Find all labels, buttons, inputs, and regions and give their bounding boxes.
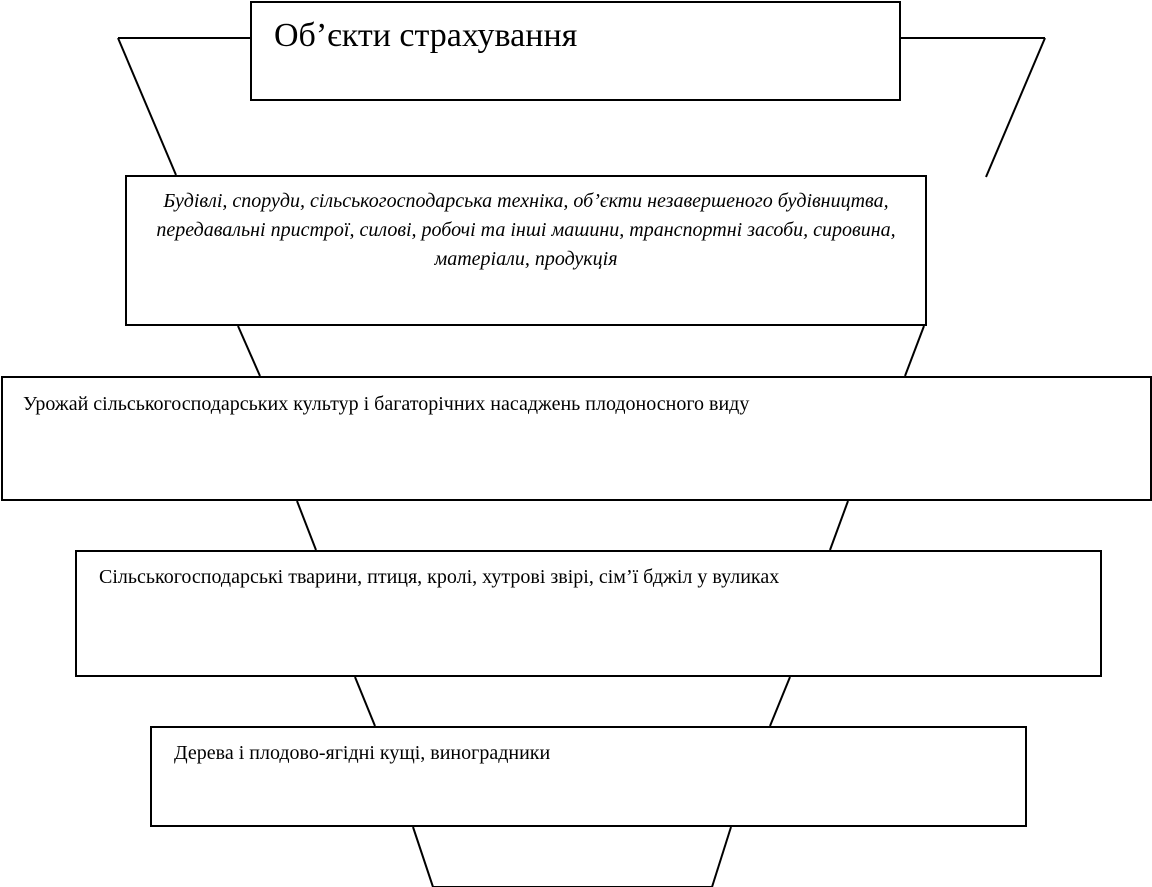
funnel-left-edge-2 bbox=[238, 326, 260, 376]
funnel-right-edge-1 bbox=[986, 38, 1045, 177]
title-box bbox=[250, 1, 901, 101]
diagram-title: Об’єкти страхування bbox=[274, 17, 578, 54]
funnel-right-edge-2 bbox=[905, 326, 924, 376]
level-box-trees bbox=[150, 726, 1027, 827]
funnel-left-edge-1 bbox=[118, 38, 176, 175]
level-text-trees: Дерева і плодово-ягідні кущі, виноградники bbox=[174, 742, 551, 764]
funnel-right-edge-5 bbox=[712, 827, 731, 887]
level-text-buildings: Будівлі, споруди, сільськогосподарська техніка, об’єкти незавершеного будівництва, передавальні пристрої, силові, робочі та інші машини, транспортні засоби, сировина, матеріали, продукція bbox=[156, 190, 896, 270]
level-text-animals: Сільськогосподарські тварини, птиця, кролі, хутрові звірі, сім’ї бджіл у вуликах bbox=[99, 566, 780, 588]
level-box-animals bbox=[75, 550, 1102, 677]
funnel-left-edge-4 bbox=[355, 677, 375, 726]
level-text-harvest: Урожай сільськогосподарських культур і багаторічних насаджень плодоносного виду bbox=[23, 393, 750, 415]
level-box-buildings bbox=[125, 175, 927, 326]
level-box-harvest bbox=[1, 376, 1152, 501]
funnel-left-edge-3 bbox=[297, 501, 316, 550]
funnel-right-edge-3 bbox=[830, 501, 848, 550]
funnel-right-edge-4 bbox=[770, 677, 790, 726]
funnel-left-edge-5 bbox=[413, 827, 433, 887]
